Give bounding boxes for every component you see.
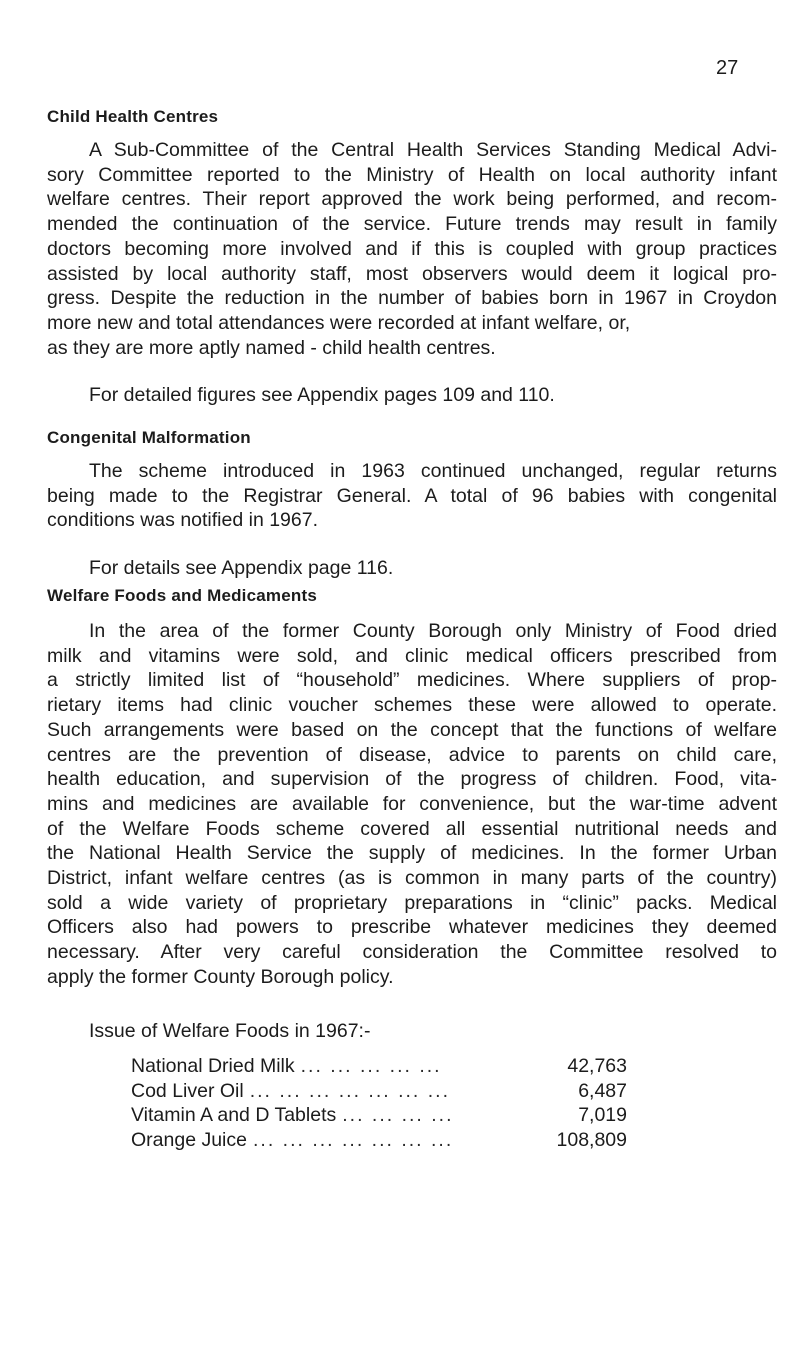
paragraph-line: sory Committee reported to the Ministry of Health on local authority infant xyxy=(47,163,777,186)
paragraph-line: health education, and supervision of the progress of children. Food, vita- xyxy=(47,768,777,791)
table-row xyxy=(131,1055,627,1080)
paragraph-line: the National Health Service the supply of medicines. In the former Urban xyxy=(47,842,777,865)
paragraph-line: welfare centres. Their report approved the work being performed, and recom- xyxy=(47,188,777,211)
paragraph-line: Such arrangements were based on the concept that the functions of welfare xyxy=(47,718,777,741)
paragraph-line: as they are more aptly named - child health centres. xyxy=(47,336,496,359)
paragraph-child-health-centres xyxy=(47,138,777,360)
issue-item-label: Vitamin A and D Tablets xyxy=(131,1104,337,1126)
issue-item-value: 6,487 xyxy=(578,1079,627,1102)
reference-child-health-appendix: For detailed figures see Appendix pages 109 and 110. xyxy=(89,384,555,406)
paragraph-line: In the area of the former County Borough only Ministry of Food dried xyxy=(89,620,777,642)
table-row xyxy=(131,1080,627,1105)
paragraph-line: assisted by local authority staff, most observers would deem it logical pro- xyxy=(47,262,777,285)
dot-leader: ... ... ... ... ... ... ... xyxy=(249,1079,450,1102)
paragraph-line: a strictly limited list of “household” medicines. Where suppliers of prop- xyxy=(47,669,777,692)
paragraph-line: more new and total attendances were recorded at infant welfare, or, xyxy=(47,311,631,334)
issue-item-value: 7,019 xyxy=(578,1104,627,1126)
issue-item-value: 42,763 xyxy=(567,1055,627,1077)
paragraph-line: of the Welfare Foods scheme covered all essential nutritional needs and xyxy=(47,817,777,840)
paragraph-line: rietary items had clinic voucher schemes these were allowed to operate. xyxy=(47,694,777,717)
heading-child-health-centres: Child Health Centres xyxy=(47,107,219,126)
paragraph-line: doctors becoming more involved and if this is coupled with group practices xyxy=(47,237,777,260)
paragraph-line: gress. Despite the reduction in the number of babies born in 1967 in Croydon xyxy=(47,287,777,310)
paragraph-line: Officers also had powers to prescribe whatever medicines they deemed xyxy=(47,916,777,939)
paragraph-line: centres are the prevention of disease, advice to parents on child care, xyxy=(47,743,777,766)
dot-leader: ... ... ... ... ... xyxy=(300,1055,442,1077)
paragraph-line: mins and medicines are available for convenience, but the war-time advent xyxy=(47,792,777,815)
dot-leader: ... ... ... ... ... ... ... xyxy=(252,1128,454,1151)
table-row xyxy=(131,1129,627,1154)
dot-leader: ... ... ... ... xyxy=(342,1104,454,1126)
issue-item-label: Orange Juice xyxy=(131,1128,247,1151)
table-row xyxy=(131,1104,627,1129)
paragraph-welfare-foods xyxy=(47,619,777,990)
issue-item-label: National Dried Milk xyxy=(131,1055,295,1077)
paragraph-line: necessary. After very careful consideration the Committee resolved to xyxy=(47,941,777,964)
page-number: 27 xyxy=(716,57,739,79)
paragraph-line: mended the continuation of the service. Future trends may result in family xyxy=(47,213,777,236)
heading-congenital-malformation: Congenital Malformation xyxy=(47,428,251,447)
paragraph-line: sold a wide variety of proprietary preparations in “clinic” packs. Medical xyxy=(47,891,777,914)
issue-title: Issue of Welfare Foods in 1967:- xyxy=(89,1020,371,1042)
welfare-foods-issue-table xyxy=(131,1055,627,1153)
paragraph-line: A Sub-Committee of the Central Health Services Standing Medical Advi- xyxy=(89,139,777,161)
paragraph-line: being made to the Registrar General. A total of 96 babies with congenital xyxy=(47,484,777,507)
heading-welfare-foods: Welfare Foods and Medicaments xyxy=(47,586,317,605)
paragraph-line: apply the former County Borough policy. xyxy=(47,965,394,988)
paragraph-line: The scheme introduced in 1963 continued unchanged, regular returns xyxy=(89,460,777,482)
paragraph-congenital-malformation xyxy=(47,459,777,533)
paragraph-line: milk and vitamins were sold, and clinic medical officers prescribed from xyxy=(47,644,777,667)
issue-item-label: Cod Liver Oil xyxy=(131,1079,244,1102)
paragraph-line: conditions was notified in 1967. xyxy=(47,509,319,532)
paragraph-line: District, infant welfare centres (as is common in many parts of the country) xyxy=(47,867,777,890)
issue-item-value: 108,809 xyxy=(556,1128,627,1151)
reference-congenital-appendix: For details see Appendix page 116. xyxy=(89,557,394,579)
